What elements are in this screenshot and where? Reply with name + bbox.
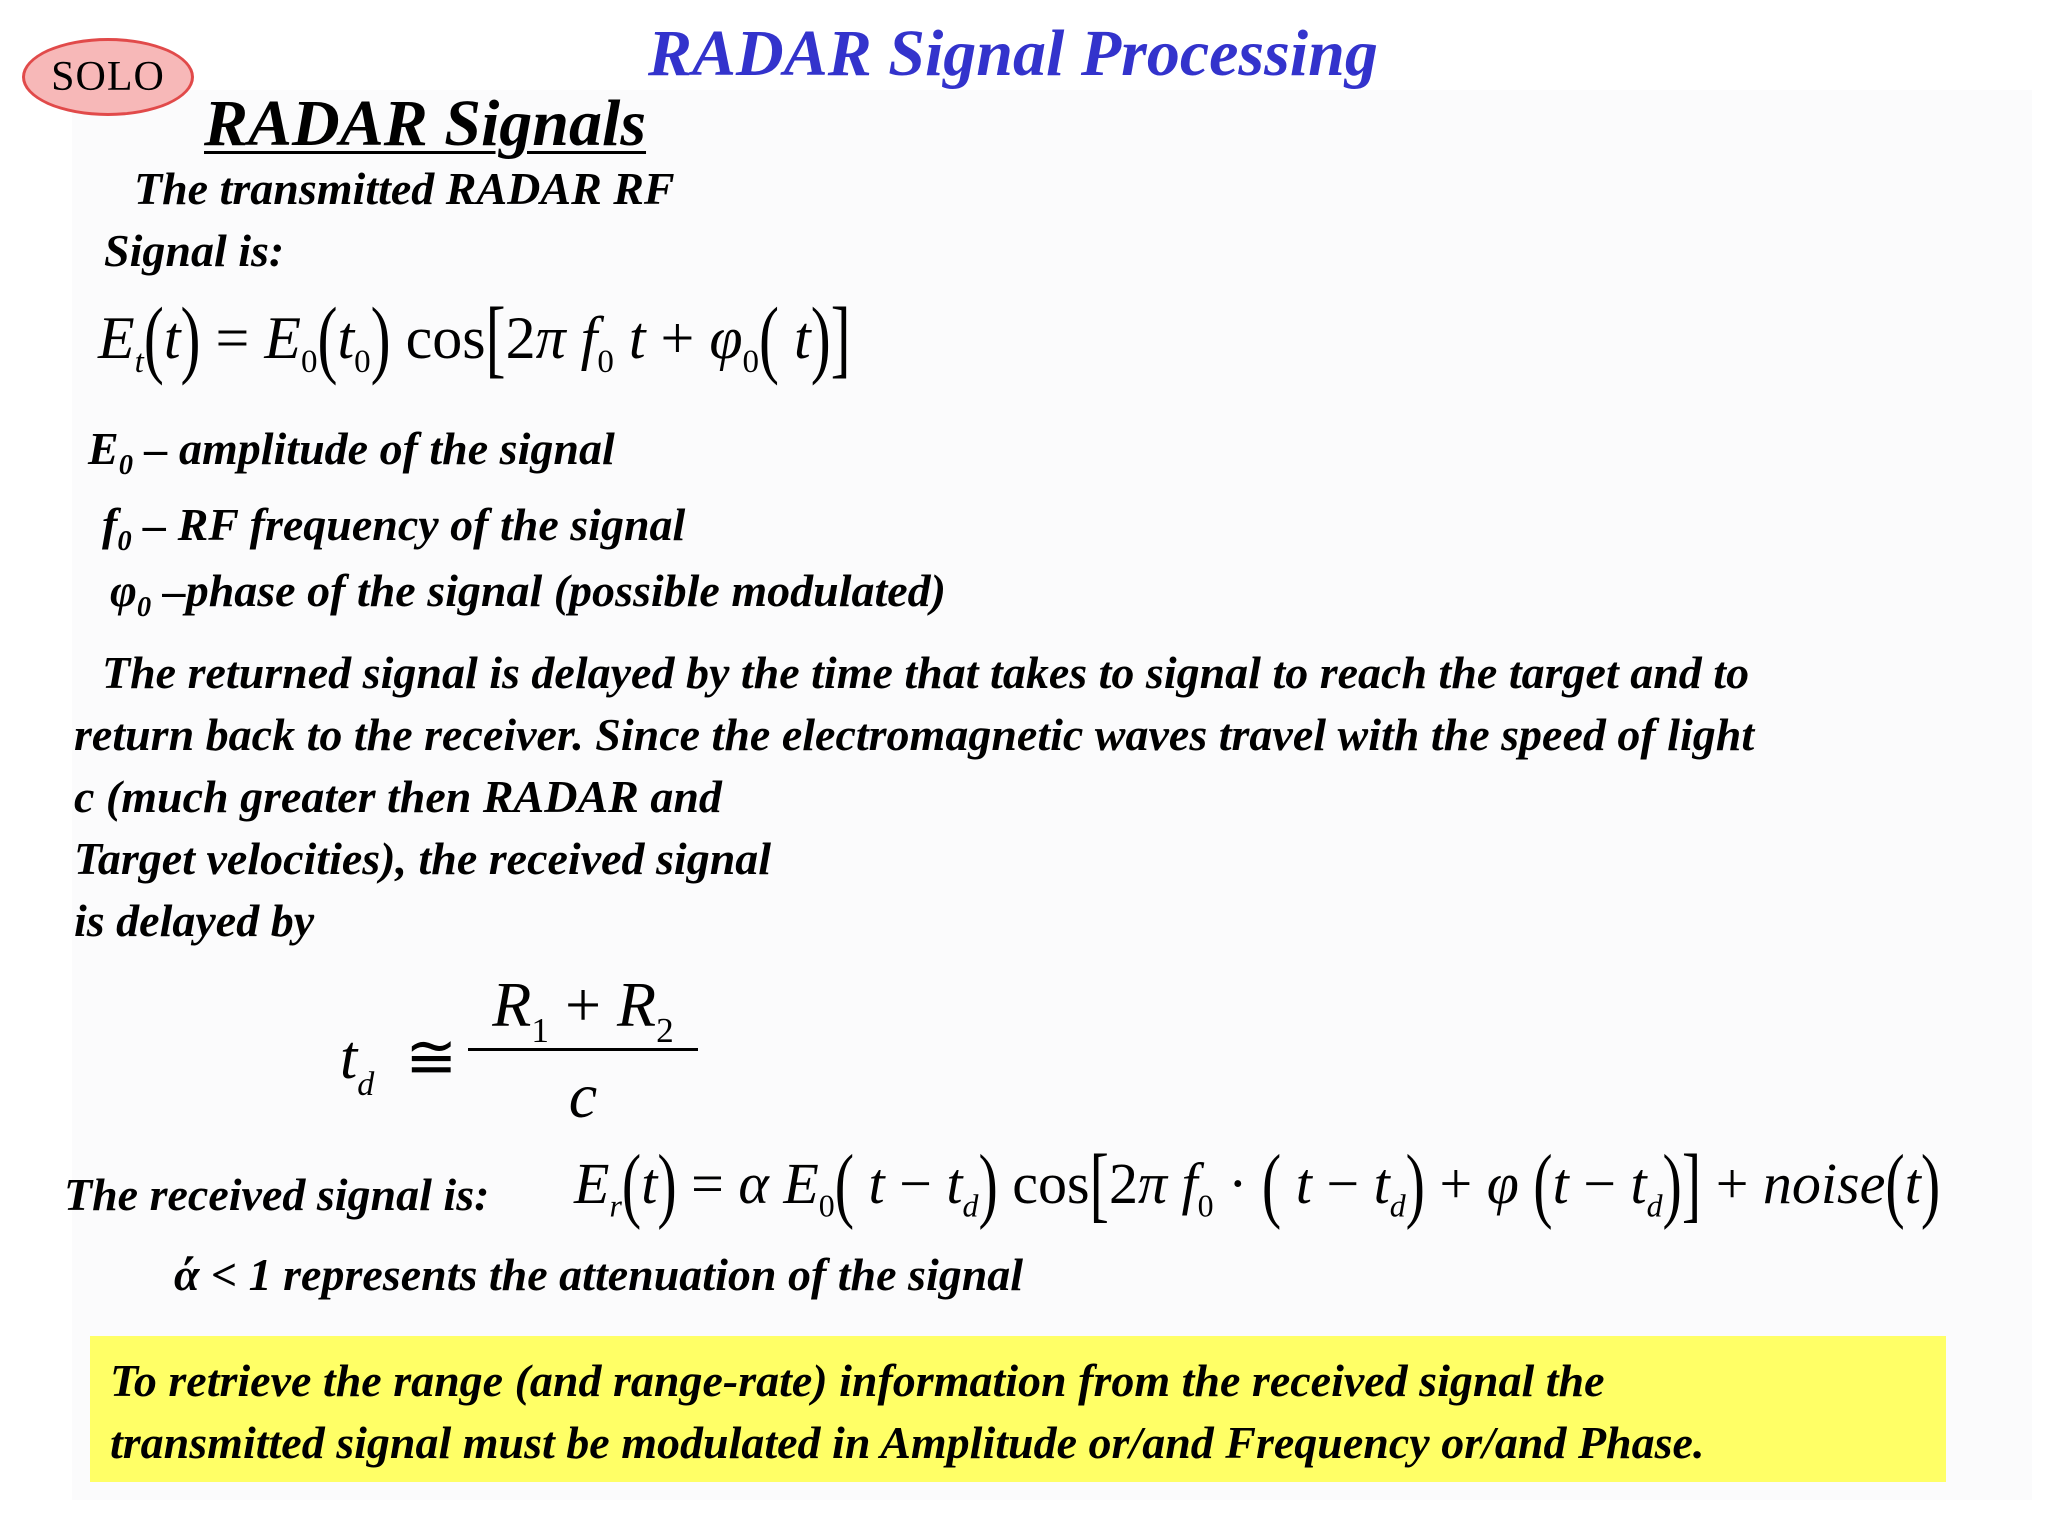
received-signal-equation: $E_r(t) = \alpha$ $E_0$( $t - t_d$) cos[2π $f_0$ · ( $t - t_d) + \varphi$ $(t - t_d)$] + noise(t) <box>574 1136 1941 1231</box>
transmitted-signal-equation: $E_t(t) = E_0(t_0)$ cos[2π $f_0$ $t + \varphi_0$( t)] <box>98 289 851 386</box>
legend-frequency: $f_0$ – RF frequency of the signal <box>102 499 686 557</box>
callout-line-2: transmitted signal must be modulated in Amplitude or/and Frequency or/and Phase. <box>110 1417 1705 1468</box>
paragraph-line-2: return back to the receiver. Since the electromagnetic waves travel with the speed of light <box>74 709 1755 760</box>
callout-line-1: To retrieve the range (and range-rate) information from the received signal the <box>110 1355 1605 1406</box>
solo-badge <box>22 38 194 116</box>
paragraph-line-4: Target velocities), the received signal <box>74 833 772 884</box>
legend-phase: $\varphi_0$ –phase of the signal (possible modulated) <box>110 565 946 623</box>
delay-equation-fraction: $R_1 + R_2$ c <box>468 968 698 1133</box>
solo-badge-label: SOLO <box>51 54 165 100</box>
main-title: RADAR Signal Processing <box>648 17 1378 90</box>
attenuation-note: ά < 1 represents the attenuation of the signal <box>174 1249 1024 1300</box>
paragraph-line-3: c (much greater then RADAR and <box>74 771 722 822</box>
paragraph-line-5: is delayed by <box>74 895 315 946</box>
received-label: The received signal is: <box>64 1169 490 1220</box>
callout-box <box>90 1336 1946 1482</box>
legend-amplitude: $E_0$ – amplitude of the signal <box>88 423 615 481</box>
intro-line-2: Signal is: <box>104 225 285 276</box>
intro-line-1: The transmitted RADAR RF <box>134 163 675 214</box>
delay-equation-lhs: $t_d$ ≅ <box>340 1024 458 1104</box>
paragraph-line-1: The returned signal is delayed by the time that takes to signal to reach the target and to <box>102 647 1750 698</box>
section-title: RADAR Signals <box>204 87 647 160</box>
